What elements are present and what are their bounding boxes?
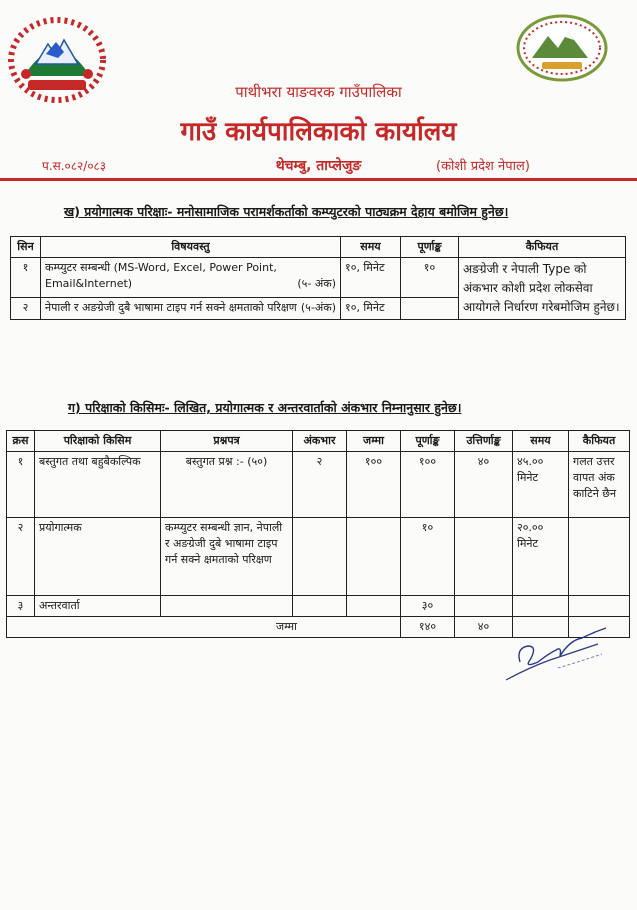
time-cell: १०, मिनेट (341, 297, 401, 319)
col-header: पूर्णाङ्क (401, 431, 455, 452)
question-paper-cell: कम्प्युटर सम्बन्धी ज्ञान, नेपाली र अङग्रेजी दुबे भाषामा टाइप गर्न सक्ने क्षमताको परिक्षण (161, 518, 293, 596)
section-ga-heading: ग) परिक्षाको किसिमः- लिखित, प्रयोगात्मक र अन्तरवार्ताको अंकभार निम्नानुसार हुनेछ। (68, 400, 462, 415)
exam-type-cell: बस्तुगत तथा बहुबैकल्पिक (35, 452, 161, 518)
full-marks-cell (401, 297, 459, 319)
weight-cell (293, 596, 347, 617)
municipality-logo (514, 12, 610, 84)
remarks-cell: अङग्रेजी र नेपाली Type को अंकभार कोशी प्रदेश लोकसेवा आयोगले निर्धारण गरेबमोजिम हुनेछ। (459, 258, 626, 320)
row-number: १ (11, 258, 41, 298)
row-number: १ (7, 452, 35, 518)
section-kha-heading: ख) प्रयोगात्मक परिक्षाः- मनोसामाजिक परामर्शकर्ताको कम्प्युटरको पाठ्यक्रम देहाय बमोजिम हुनेछ। (64, 204, 509, 219)
time-cell: ४५.०० मिनेट (513, 452, 569, 518)
header-divider (0, 178, 637, 181)
col-header: समय (513, 431, 569, 452)
table-row (7, 452, 630, 518)
remarks-cell: गलत उत्तर वापत अंक काटिने छैन (569, 452, 630, 518)
subject-text: कम्प्युटर सम्बन्धी (MS-Word, Excel, Power Point, Email&Internet) (45, 261, 277, 290)
reference-number: प.स.०८२/०८३ (42, 159, 107, 173)
time-cell: १०, मिनेट (341, 258, 401, 298)
col-header: कैफियत (569, 431, 630, 452)
total-pass-marks: ४० (455, 617, 513, 638)
col-header: उत्तिर्णाङ्क (455, 431, 513, 452)
office-title: गाउँ कार्यपालिकाको कार्यालय (180, 117, 457, 147)
total-cell: १०० (347, 452, 401, 518)
total-cell (347, 518, 401, 596)
col-header: कैफियत (459, 237, 626, 258)
col-header: सिन (11, 237, 41, 258)
row-number: २ (7, 518, 35, 596)
col-header: विषयवस्तु (41, 237, 341, 258)
municipality-name: पाथीभरा याङवरक गाउँपालिका (235, 83, 402, 101)
subject-text: नेपाली र अङग्रेजी दुबै भाषामा टाइप गर्न सक्ने क्षमताको परिक्षण (45, 300, 297, 314)
exam-type-cell: अन्तरवार्ता (35, 596, 161, 617)
exam-type-cell: प्रयोगात्मक (35, 518, 161, 596)
question-paper-cell (161, 596, 293, 617)
row-number: २ (11, 297, 41, 319)
col-header: जम्मा (347, 431, 401, 452)
col-header: पूर्णाङ्क (401, 237, 459, 258)
full-marks-cell: १० (401, 518, 455, 596)
computer-syllabus-table (10, 236, 626, 320)
total-label: जम्मा (7, 617, 401, 638)
col-header: प्रश्नपत्र (161, 431, 293, 452)
row-number: ३ (7, 596, 35, 617)
time-cell: २०.०० मिनेट (513, 518, 569, 596)
subject-cell (41, 258, 341, 298)
weight-cell (293, 518, 347, 596)
total-cell (347, 596, 401, 617)
signature-image (498, 610, 618, 690)
table-header-row (7, 431, 630, 452)
province-name: (कोशी प्रदेश नेपाल) (436, 159, 530, 174)
question-paper-cell: बस्तुगत प्रश्न :- (५०) (161, 452, 293, 518)
marks-note: (५-अंक) (300, 300, 336, 314)
full-marks-cell: १० (401, 258, 459, 298)
table-row (7, 518, 630, 596)
pass-marks-cell: ४० (455, 452, 513, 518)
full-marks-cell: १०० (401, 452, 455, 518)
exam-type-table (6, 430, 630, 638)
full-marks-cell: ३० (401, 596, 455, 617)
col-header: समय (341, 237, 401, 258)
col-header: अंकभार (293, 431, 347, 452)
office-location: थेचम्बु, ताप्लेजुङ (275, 158, 362, 174)
pass-marks-cell (455, 518, 513, 596)
remarks-cell (569, 518, 630, 596)
table-row (11, 258, 626, 298)
marks-note: (५- अंक) (297, 277, 336, 290)
total-full-marks: १४० (401, 617, 455, 638)
table-header-row (11, 237, 626, 258)
subject-cell (41, 297, 341, 319)
col-header: परिक्षाको किसिम (35, 431, 161, 452)
weight-cell: २ (293, 452, 347, 518)
col-header: क्रस (7, 431, 35, 452)
